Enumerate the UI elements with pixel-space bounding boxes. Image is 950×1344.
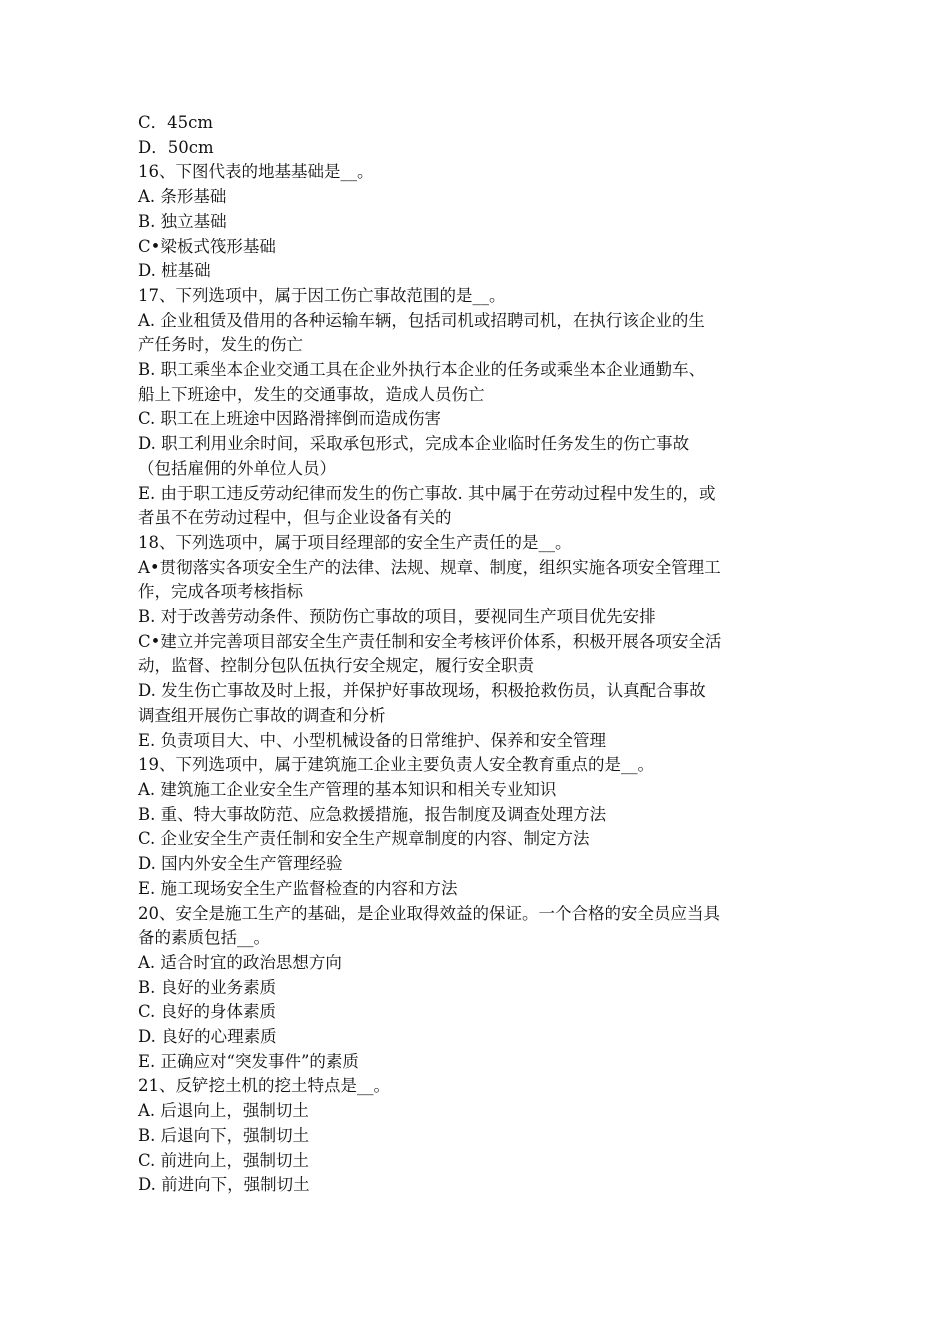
text-line: D. 职工利用业余时间，采取承包形式，完成本企业临时任务发生的伤亡事故 [138, 434, 690, 454]
text-line: C•建立并完善项目部安全生产责任制和安全考核评价体系，积极开展各项安全活 [138, 631, 722, 651]
text-line: D. 国内外安全生产管理经验 [138, 854, 343, 874]
text-line: （包括雇佣的外单位人员） [138, 458, 336, 478]
text-line: D．50cm [138, 137, 214, 157]
text-line: D. 前进向下，强制切土 [138, 1175, 310, 1195]
text-line: 船上下班途中，发生的交通事故，造成人员伤亡 [138, 384, 485, 404]
text-line: B. 后退向下，强制切土 [138, 1125, 310, 1145]
text-line: C. 企业安全生产责任制和安全生产规章制度的内容、制定方法 [138, 829, 590, 849]
text-line: C. 良好的身体素质 [138, 1002, 277, 1022]
text-line: 20、安全是施工生产的基础，是企业取得效益的保证。一个合格的安全员应当具 [138, 903, 720, 923]
text-line: C．45cm [138, 113, 214, 132]
text-line: A. 后退向上，强制切土 [138, 1101, 309, 1121]
document-page [138, 111, 818, 1198]
text-line: C. 前进向上，强制切土 [138, 1150, 310, 1170]
text-line: E. 负责项目大、中、小型机械设备的日常维护、保养和安全管理 [138, 730, 607, 750]
text-line: B. 良好的业务素质 [138, 977, 277, 997]
text-line: A. 条形基础 [138, 187, 227, 207]
text-line: E. 由于职工违反劳动纪律而发生的伤亡事故. 其中属于在劳动过程中发生的，或 [138, 483, 716, 503]
text-line: B. 对于改善劳动条件、预防伤亡事故的项目，要视同生产项目优先安排 [138, 607, 656, 627]
text-line: A. 适合时宜的政治思想方向 [138, 952, 342, 972]
text-line: A. 企业租赁及借用的各种运输车辆，包括司机或招聘司机，在执行该企业的生 [138, 310, 705, 330]
text-line: 产任务时，发生的伤亡 [138, 335, 303, 355]
text-line: C•梁板式筏形基础 [138, 236, 276, 256]
text-line: 18、下列选项中，属于项目经理部的安全生产责任的是__。 [138, 532, 572, 552]
text-line: 17、下列选项中，属于因工伤亡事故范围的是__。 [138, 285, 506, 305]
text-body [138, 111, 818, 1198]
text-line: D. 良好的心理素质 [138, 1027, 277, 1047]
text-line: B. 重、特大事故防范、应急救援措施，报告制度及调查处理方法 [138, 804, 607, 824]
text-line: D. 发生伤亡事故及时上报，并保护好事故现场，积极抢救伤员，认真配合事故 [138, 681, 706, 701]
text-line: 备的素质包括__。 [138, 928, 270, 948]
text-line: C. 职工在上班途中因路滑摔倒而造成伤害 [138, 409, 442, 429]
text-line: A. 建筑施工企业安全生产管理的基本知识和相关专业知识 [138, 779, 557, 799]
text-line: 19、下列选项中，属于建筑施工企业主要负责人安全教育重点的是__。 [138, 755, 654, 775]
text-line: B. 独立基础 [138, 211, 227, 231]
text-line: A•贯彻落实各项安全生产的法律、法规、规章、制度，组织实施各项安全管理工 [138, 557, 721, 577]
text-line: 调查组开展伤亡事故的调查和分析 [138, 705, 386, 725]
text-line: D. 桩基础 [138, 261, 211, 281]
text-line: 动，监督、控制分包队伍执行安全规定，履行安全职责 [138, 656, 534, 676]
text-line: 者虽不在劳动过程中，但与企业设备有关的 [138, 508, 452, 528]
text-line: 16、下图代表的地基基础是__。 [138, 162, 374, 182]
text-line: 作，完成各项考核指标 [138, 582, 303, 602]
text-line: E. 正确应对“突发事件”的素质 [138, 1051, 359, 1071]
text-line: B. 职工乘坐本企业交通工具在企业外执行本企业的任务或乘坐本企业通勤车、 [138, 360, 706, 380]
text-line: E. 施工现场安全生产监督检查的内容和方法 [138, 878, 458, 898]
text-line: 21、反铲挖土机的挖土特点是__。 [138, 1076, 390, 1096]
